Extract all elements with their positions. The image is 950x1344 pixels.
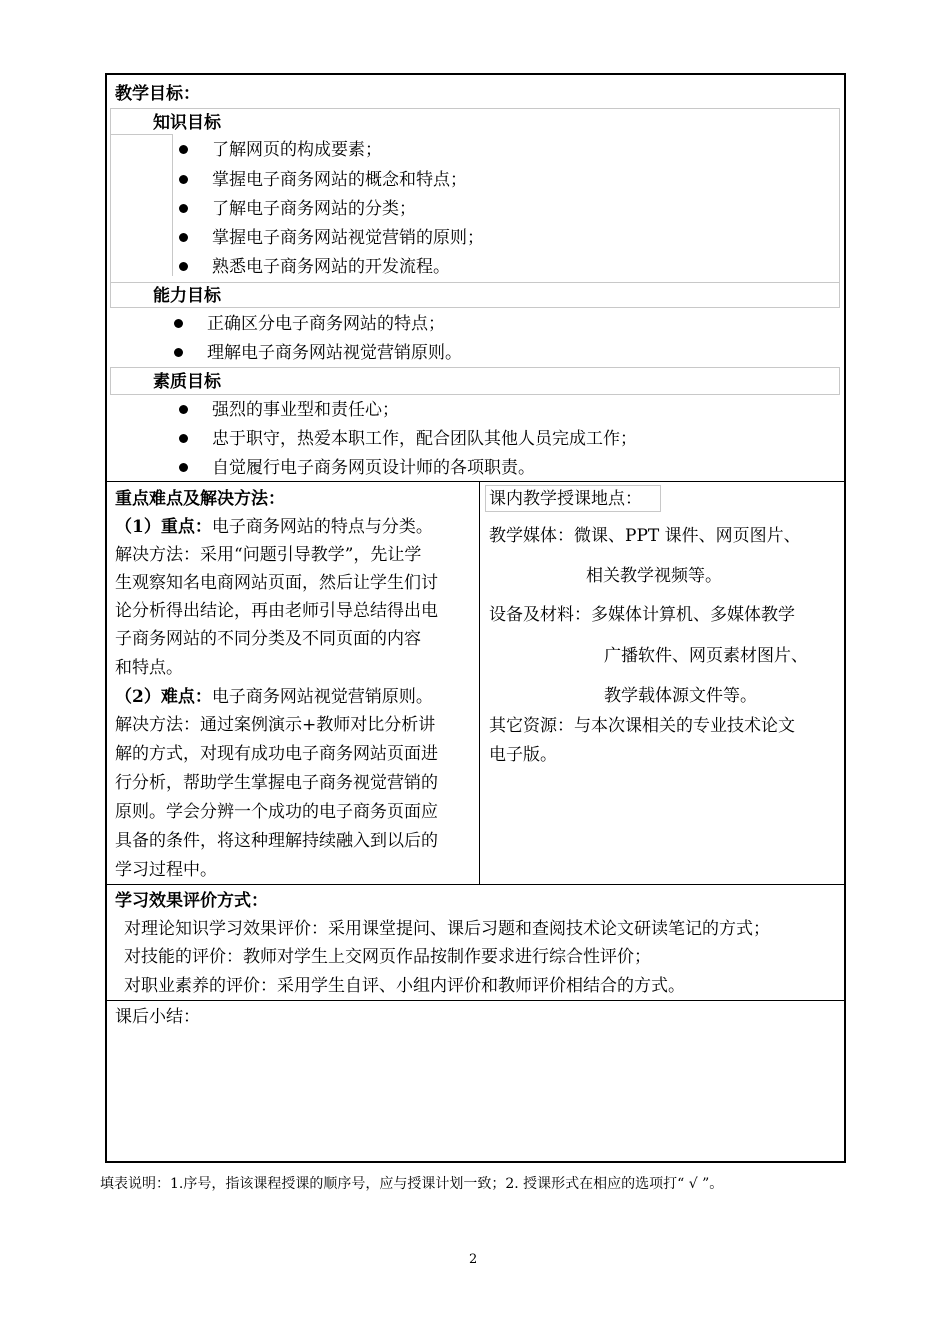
quality-item: 自觉履行电子商务网页设计师的各项职责。 (212, 458, 535, 478)
evaluation-heading: 学习效果评价方式： (115, 891, 268, 911)
key-solution-line: 和特点。 (115, 658, 183, 678)
other-resources-line: 电子版。 (489, 745, 557, 765)
key-point-line (115, 516, 433, 538)
key-text: 电子商务网站的特点与分类。 (211, 517, 433, 537)
ability-title: 能力目标 (153, 286, 221, 306)
key-solution-line: 生观察知名电商网站页面，然后让学生们讨 (115, 573, 438, 593)
quality-item: 忠于职守，热爱本职工作，配合团队其他人员完成工作； (212, 429, 637, 449)
difficulty-solution-line: 解决方法：通过案例演示+教师对比分析讲 (115, 715, 436, 735)
key-label: （1）重点： (115, 517, 212, 537)
difficulty-text: 电子商务网站视觉营销原则。 (211, 687, 433, 707)
quality-item: 强烈的事业型和责任心； (212, 400, 399, 420)
bullet-icon (179, 405, 188, 414)
bullet-icon (179, 175, 188, 184)
media-line: 相关教学视频等。 (586, 566, 722, 586)
other-resources-line: 其它资源：与本次课相关的专业技术论文 (489, 716, 795, 736)
bullet-icon (179, 204, 188, 213)
bullet-icon (174, 319, 183, 328)
knowledge-item: 掌握电子商务网站的概念和特点； (212, 170, 467, 190)
evaluation-line: 对职业素养的评价：采用学生自评、小组内评价和教师评价相结合的方式。 (124, 976, 685, 996)
bullet-icon (179, 145, 188, 154)
difficulty-label: （2）难点： (115, 687, 212, 707)
keypoints-heading: 重点难点及解决方法： (115, 489, 285, 509)
knowledge-item: 了解电子商务网站的分类； (212, 199, 416, 219)
knowledge-item: 掌握电子商务网站视觉营销的原则； (212, 228, 484, 248)
difficulty-solution-line: 行分析，帮助学生掌握电子商务视觉营销的 (115, 773, 438, 793)
evaluation-line: 对技能的评价：教师对学生上交网页作品按制作要求进行综合性评价； (124, 947, 651, 967)
equipment-line: 广播软件、网页素材图片、 (604, 646, 808, 666)
bullet-icon (174, 348, 183, 357)
difficulty-solution-line: 原则。学会分辨一个成功的电子商务页面应 (115, 802, 438, 822)
quality-title: 素质目标 (153, 372, 221, 392)
knowledge-item: 熟悉电子商务网站的开发流程。 (212, 257, 450, 277)
ability-item: 理解电子商务网站视觉营销原则。 (207, 343, 462, 363)
equipment-line: 教学载体源文件等。 (604, 686, 757, 706)
evaluation-line: 对理论知识学习效果评价：采用课堂提问、课后习题和查阅技术论文研读笔记的方式； (124, 919, 770, 939)
key-solution-line: 子商务网站的不同分类及不同页面的内容 (115, 629, 421, 649)
difficulty-solution-line: 学习过程中。 (115, 860, 217, 880)
form-footnote: 填表说明：1.序号，指该课程授课的顺序号，应与授课计划一致；2. 授课形式在相应的选项打“ √ ”。 (100, 1176, 724, 1192)
bullet-icon (179, 463, 188, 472)
bullet-icon (179, 262, 188, 271)
difficulty-solution-line: 具备的条件，将这种理解持续融入到以后的 (115, 831, 438, 851)
equipment-line: 设备及材料：多媒体计算机、多媒体教学 (489, 605, 795, 625)
knowledge-item: 了解网页的构成要素； (212, 140, 382, 160)
page-number: 2 (469, 1252, 478, 1267)
key-solution-line: 论分析得出结论，再由老师引导总结得出电 (115, 601, 438, 621)
difficulty-line (115, 686, 433, 708)
objectives-heading: 教学目标： (115, 84, 200, 104)
knowledge-title: 知识目标 (153, 113, 221, 133)
bullet-icon (179, 233, 188, 242)
bullet-icon (179, 434, 188, 443)
difficulty-solution-line: 解的方式，对现有成功电子商务网站页面进 (115, 744, 438, 764)
column-divider (479, 481, 480, 884)
media-line: 教学媒体：微课、PPT 课件、网页图片、 (489, 526, 801, 546)
location-label: 课内教学授课地点： (489, 489, 642, 509)
summary-heading: 课后小结： (115, 1007, 200, 1027)
key-solution-line: 解决方法：采用“问题引导教学”，先让学 (115, 545, 422, 565)
ability-item: 正确区分电子商务网站的特点； (207, 314, 445, 334)
